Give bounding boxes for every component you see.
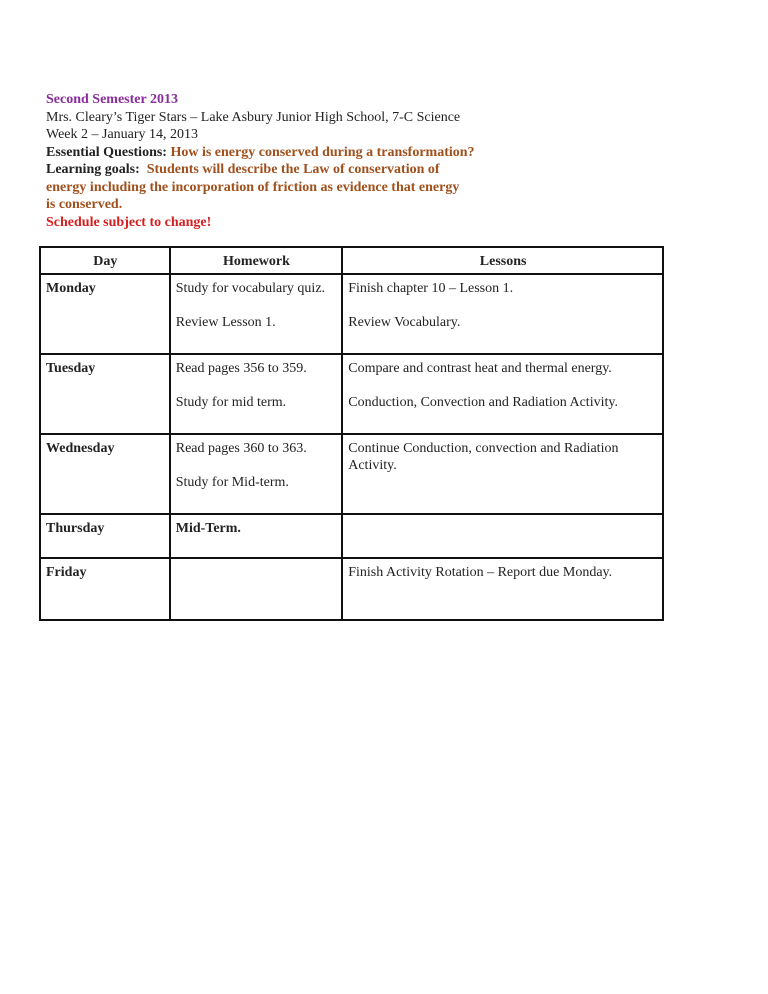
lesson-item: Finish chapter 10 – Lesson 1. [348, 281, 514, 296]
learning-goals-text-3: is conserved. [46, 197, 123, 212]
lesson-item: Review Vocabulary. [348, 315, 461, 330]
essential-questions [46, 144, 686, 162]
learning-goals-text-2: energy including the incorporation of friction as evidence that energy [46, 179, 460, 195]
lessons-cell [342, 354, 663, 434]
schedule-notice: Schedule subject to change! [46, 214, 212, 230]
homework-item: Study for mid term. [175, 395, 287, 410]
day-cell: Friday [40, 558, 170, 620]
day-cell: Monday [40, 274, 170, 354]
homework-item: Read pages 360 to 363. [175, 441, 307, 456]
essential-questions-label: Essential Questions: [46, 144, 167, 160]
table-row-thursday [40, 514, 663, 558]
essential-questions-text: How is energy conserved during a transformation? [170, 144, 475, 160]
table-row-tuesday [40, 354, 663, 434]
column-header-homework: Homework [170, 247, 343, 274]
day-cell: Tuesday [40, 354, 170, 434]
learning-goals [46, 161, 686, 179]
class-info: Mrs. Cleary’s Tiger Stars – Lake Asbury Junior High School, 7-C Science [46, 109, 461, 125]
lessons-cell [342, 514, 663, 558]
lesson-item: Conduction, Convection and Radiation Activity. [348, 395, 618, 410]
lesson-item: Finish Activity Rotation – Report due Monday. [348, 565, 613, 580]
table-row-wednesday [40, 434, 663, 514]
homework-item: Study for vocabulary quiz. [175, 281, 326, 296]
homework-cell [170, 354, 343, 434]
homework-cell [170, 434, 343, 514]
column-header-day: Day [40, 247, 170, 274]
document-header [46, 91, 686, 231]
table-row-monday [40, 274, 663, 354]
lessons-cell [342, 434, 663, 514]
homework-item: Mid-Term. [175, 521, 241, 536]
homework-item: Study for Mid-term. [175, 475, 289, 490]
lessons-cell [342, 558, 663, 620]
learning-goals-text-1: Students will describe the Law of conservation of [146, 162, 440, 177]
lessons-cell [342, 274, 663, 354]
day-cell: Wednesday [40, 434, 170, 514]
semester-title: Second Semester 2013 [46, 92, 178, 107]
homework-item: Review Lesson 1. [175, 315, 276, 330]
week-info: Week 2 – January 14, 2013 [46, 127, 199, 142]
schedule-table [39, 246, 664, 621]
homework-cell [170, 558, 343, 620]
lesson-item: Continue Conduction, convection and Radiation Activity. [348, 441, 619, 473]
homework-cell [170, 514, 343, 558]
learning-goals-label: Learning goals: [46, 162, 140, 177]
homework-cell [170, 274, 343, 354]
lesson-item: Compare and contrast heat and thermal energy. [348, 361, 612, 376]
homework-item: Read pages 356 to 359. [175, 361, 307, 376]
table-row-friday [40, 558, 663, 620]
day-cell: Thursday [40, 514, 170, 558]
table-header-row [40, 247, 663, 274]
column-header-lessons: Lessons [342, 247, 663, 274]
